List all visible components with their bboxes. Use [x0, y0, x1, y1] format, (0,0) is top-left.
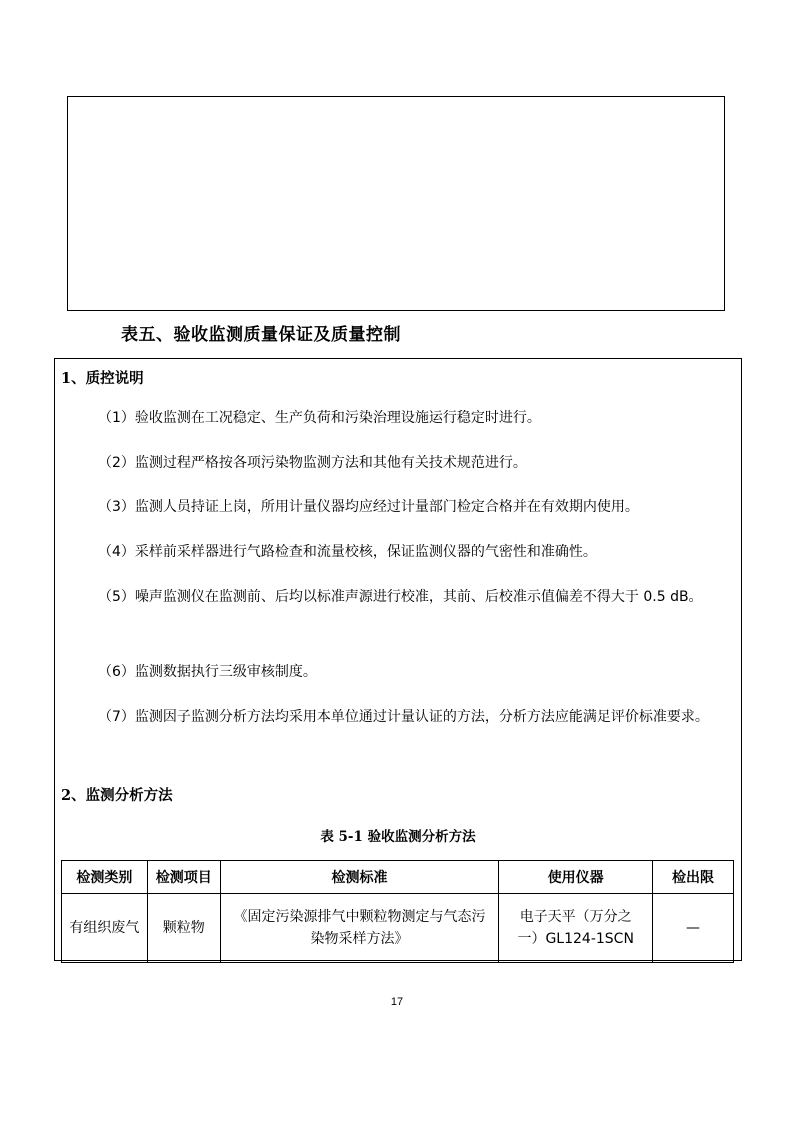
qc-item: （6）监测数据执行三级审核制度。 — [98, 664, 317, 680]
qc-item: （2）监测过程严格按各项污染物监测方法和其他有关技术规范进行。 — [98, 455, 527, 471]
table-cell: 《固定污染源排气中颗粒物测定与气态污染物采样方法》 — [220, 894, 499, 963]
table-row — [62, 894, 734, 963]
analysis-methods-table — [61, 860, 734, 963]
table-cell: 有组织废气 — [62, 894, 148, 963]
table-cell: — — [653, 894, 734, 963]
qc-heading: 1、质控说明 — [61, 370, 144, 387]
qc-item: （7）监测因子监测分析方法均采用本单位通过计量认证的方法，分析方法应能满足评价标准要求。 — [98, 709, 709, 725]
column-header: 检测项目 — [147, 861, 220, 894]
empty-content-box — [67, 96, 725, 311]
analysis-heading: 2、监测分析方法 — [61, 787, 173, 804]
table-header-row — [62, 861, 734, 894]
quality-control-box — [54, 358, 742, 961]
qc-item: （5）噪声监测仪在监测前、后均以标准声源进行校准，其前、后校准示值偏差不得大于 0.5 dB。 — [98, 589, 703, 605]
table-caption: 表 5-1 验收监测分析方法 — [320, 829, 476, 845]
column-header: 检出限 — [653, 861, 734, 894]
column-header: 使用仪器 — [499, 861, 653, 894]
column-header: 检测标准 — [220, 861, 499, 894]
table-cell: 电子天平（万分之一）GL124-1SCN — [499, 894, 653, 963]
column-header: 检测类别 — [62, 861, 148, 894]
qc-item: （3）监测人员持证上岗，所用计量仪器均应经过计量部门检定合格并在有效期内使用。 — [98, 499, 639, 515]
page-number: 17 — [390, 996, 404, 1008]
section-title: 表五、验收监测质量保证及质量控制 — [121, 325, 401, 345]
qc-item: （4）采样前采样器进行气路检查和流量校核，保证监测仪器的气密性和准确性。 — [98, 544, 597, 560]
table-cell: 颗粒物 — [147, 894, 220, 963]
qc-item: （1）验收监测在工况稳定、生产负荷和污染治理设施运行稳定时进行。 — [98, 410, 541, 426]
